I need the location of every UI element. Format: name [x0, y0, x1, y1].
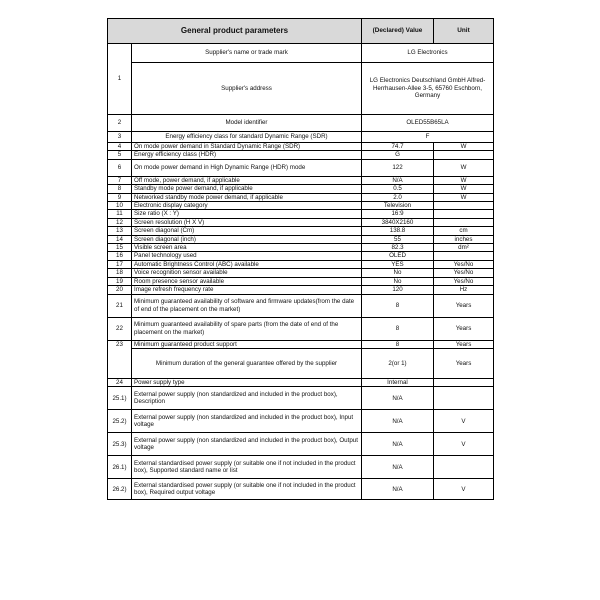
- param-value: 8: [362, 294, 434, 317]
- param-label: Screen diagonal (Cm): [132, 227, 362, 235]
- param-value: Television: [362, 202, 434, 210]
- table-row: [108, 151, 494, 159]
- param-label: Automatic Brightness Control (ABC) available: [132, 260, 362, 268]
- table-row: [108, 132, 494, 143]
- param-unit: Years: [434, 348, 494, 378]
- table-row: [108, 286, 494, 294]
- table-row: [108, 63, 494, 115]
- table-row: [108, 218, 494, 226]
- param-value: N/A: [362, 410, 434, 433]
- param-value: LG Electronics Deutschland GmbH Alfred-Herrhausen-Allee 3-5, 65760 Eschborn, Germany: [362, 63, 494, 115]
- param-value: N/A: [362, 479, 434, 500]
- param-unit: [434, 202, 494, 210]
- param-unit: dm²: [434, 244, 494, 252]
- param-label: On mode power demand in Standard Dynamic Range (SDR): [132, 143, 362, 151]
- param-value: 55: [362, 235, 434, 243]
- param-value: N/A: [362, 176, 434, 184]
- param-value: N/A: [362, 387, 434, 410]
- row-number: 13: [108, 227, 132, 235]
- param-value: N/A: [362, 433, 434, 456]
- param-label: External power supply (non standardized and included in the product box), Input voltage: [132, 410, 362, 433]
- param-unit: V: [434, 410, 494, 433]
- row-number: 11: [108, 210, 132, 218]
- table-row: [108, 277, 494, 285]
- param-unit: inches: [434, 235, 494, 243]
- param-label: Minimum guaranteed product support: [132, 340, 362, 348]
- param-label: Energy efficiency class for standard Dynamic Range (SDR): [132, 132, 362, 143]
- param-unit: Yes/No: [434, 277, 494, 285]
- row-number: 21: [108, 294, 132, 317]
- param-label: External power supply (non standardized and included in the product box), Output voltage: [132, 433, 362, 456]
- row-number: 10: [108, 202, 132, 210]
- table-row: [108, 202, 494, 210]
- param-value: 0.5: [362, 185, 434, 193]
- param-value: F: [362, 132, 494, 143]
- param-value: 8: [362, 340, 434, 348]
- row-number: 5: [108, 151, 132, 159]
- table-row: [108, 244, 494, 252]
- param-value: YES: [362, 260, 434, 268]
- row-number: 2: [108, 115, 132, 132]
- row-number: 17: [108, 260, 132, 268]
- table-row: [108, 159, 494, 176]
- param-label: Power supply type: [132, 378, 362, 386]
- param-unit: [434, 210, 494, 218]
- param-unit: [434, 456, 494, 479]
- row-number: 26.1): [108, 456, 132, 479]
- param-value: N/A: [362, 456, 434, 479]
- row-number: 25.1): [108, 387, 132, 410]
- param-value: 8: [362, 317, 434, 340]
- param-value: 2.0: [362, 193, 434, 201]
- param-value: 120: [362, 286, 434, 294]
- table-header-row: [108, 19, 494, 44]
- param-value: 74.7: [362, 143, 434, 151]
- table-row: [108, 252, 494, 260]
- param-unit: V: [434, 479, 494, 500]
- table-row: [108, 456, 494, 479]
- row-number: 7: [108, 176, 132, 184]
- param-label: Minimum duration of the general guarantee offered by the supplier: [132, 348, 362, 378]
- param-value: OLED55B65LA: [362, 115, 494, 132]
- param-label: Supplier's address: [132, 63, 362, 115]
- table-row: [108, 378, 494, 386]
- param-label: Standby mode power demand, if applicable: [132, 185, 362, 193]
- param-unit: Years: [434, 317, 494, 340]
- table-row: [108, 479, 494, 500]
- row-number: 18: [108, 269, 132, 277]
- param-label: Voice recognition sensor available: [132, 269, 362, 277]
- row-number: 15: [108, 244, 132, 252]
- table-row: [108, 410, 494, 433]
- param-unit: W: [434, 185, 494, 193]
- param-label: Electronic display category: [132, 202, 362, 210]
- param-value: No: [362, 269, 434, 277]
- row-number: 6: [108, 159, 132, 176]
- row-number: 1: [108, 44, 132, 115]
- table-row: [108, 387, 494, 410]
- param-unit: Years: [434, 340, 494, 348]
- param-unit: W: [434, 159, 494, 176]
- param-unit: W: [434, 176, 494, 184]
- param-label: Room presence sensor available: [132, 277, 362, 285]
- header-value: (Declared) Value: [362, 19, 434, 44]
- param-unit: [434, 387, 494, 410]
- param-label: External power supply (non standardized and included in the product box), Description: [132, 387, 362, 410]
- param-label: External standardised power supply (or suitable one if not included in the product box), Required output voltage: [132, 479, 362, 500]
- param-unit: [434, 252, 494, 260]
- row-number: 4: [108, 143, 132, 151]
- row-number: 23: [108, 340, 132, 378]
- table-row: [108, 227, 494, 235]
- param-value: 3840X2160: [362, 218, 434, 226]
- row-number: 19: [108, 277, 132, 285]
- param-value: 2(or 1): [362, 348, 434, 378]
- param-unit: Yes/No: [434, 269, 494, 277]
- table-row: [108, 294, 494, 317]
- param-label: Off mode, power demand, if applicable: [132, 176, 362, 184]
- table-row: [108, 44, 494, 63]
- param-unit: cm: [434, 227, 494, 235]
- row-number: 12: [108, 218, 132, 226]
- param-unit: Years: [434, 294, 494, 317]
- param-value: G: [362, 151, 434, 159]
- table-row: [108, 235, 494, 243]
- param-value: Internal: [362, 378, 434, 386]
- param-unit: Yes/No: [434, 260, 494, 268]
- param-value: 138.8: [362, 227, 434, 235]
- row-number: 25.3): [108, 433, 132, 456]
- header-parameters: General product parameters: [108, 19, 362, 44]
- param-unit: W: [434, 143, 494, 151]
- param-label: Screen resolution (H X V): [132, 218, 362, 226]
- row-number: 22: [108, 317, 132, 340]
- param-label: Panel technology used: [132, 252, 362, 260]
- table-row: [108, 317, 494, 340]
- param-label: External standardised power supply (or suitable one if not included in the product box), Supported standard name or list: [132, 456, 362, 479]
- row-number: 8: [108, 185, 132, 193]
- table-row: [108, 176, 494, 184]
- row-number: 20: [108, 286, 132, 294]
- table-row: [108, 260, 494, 268]
- param-label: Minimum guaranteed availability of spare parts (from the date of end of the placement on the market): [132, 317, 362, 340]
- table-row: [108, 210, 494, 218]
- table-row: [108, 143, 494, 151]
- table-row: [108, 115, 494, 132]
- param-label: Size ratio (X : Y): [132, 210, 362, 218]
- param-unit: W: [434, 193, 494, 201]
- row-number: 3: [108, 132, 132, 143]
- table-row: [108, 340, 494, 348]
- table-row: [108, 269, 494, 277]
- param-label: Energy efficiency class (HDR): [132, 151, 362, 159]
- param-value: 122: [362, 159, 434, 176]
- param-label: Networked standby mode power demand, if applicable: [132, 193, 362, 201]
- param-unit: Hz: [434, 286, 494, 294]
- row-number: 14: [108, 235, 132, 243]
- row-number: 25.2): [108, 410, 132, 433]
- param-label: Minimum guaranteed availability of software and firmware updates(from the date of end of the placement on the market): [132, 294, 362, 317]
- table-row: [108, 185, 494, 193]
- param-label: Visible screen area: [132, 244, 362, 252]
- param-unit: [434, 218, 494, 226]
- row-number: 24: [108, 378, 132, 386]
- table-row: [108, 193, 494, 201]
- param-label: Image refresh frequency rate: [132, 286, 362, 294]
- row-number: 26.2): [108, 479, 132, 500]
- table-row: [108, 348, 494, 378]
- header-unit: Unit: [434, 19, 494, 44]
- param-label: Model identifier: [132, 115, 362, 132]
- product-parameters-table: [107, 18, 494, 500]
- param-value: OLED: [362, 252, 434, 260]
- param-value: 82.3: [362, 244, 434, 252]
- param-label: Screen diagonal (inch): [132, 235, 362, 243]
- param-unit: V: [434, 433, 494, 456]
- param-unit: [434, 378, 494, 386]
- row-number: 9: [108, 193, 132, 201]
- param-unit: [434, 151, 494, 159]
- param-value: 16:9: [362, 210, 434, 218]
- param-label: On mode power demand in High Dynamic Range (HDR) mode: [132, 159, 362, 176]
- param-label: Supplier's name or trade mark: [132, 44, 362, 63]
- param-value: No: [362, 277, 434, 285]
- table-row: [108, 433, 494, 456]
- param-value: LG Electronics: [362, 44, 494, 63]
- row-number: 16: [108, 252, 132, 260]
